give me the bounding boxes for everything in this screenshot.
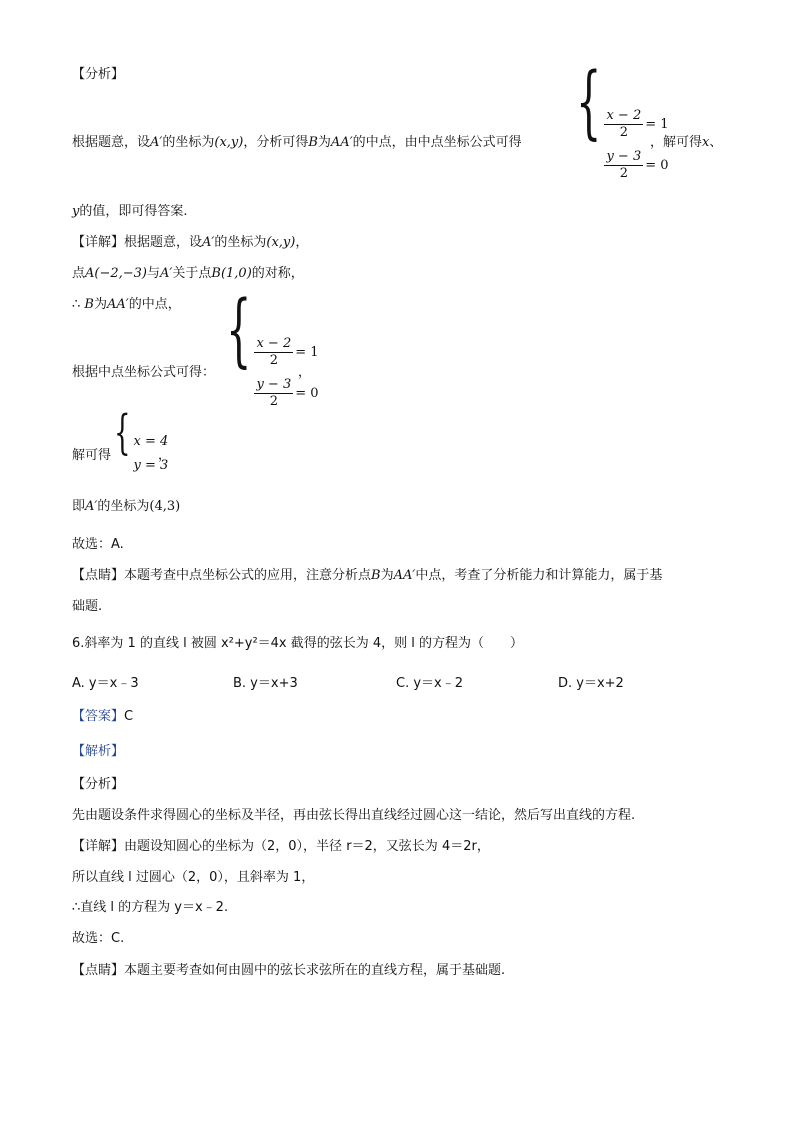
brace-icon: {	[576, 57, 602, 149]
fraction-numerator: y − 3	[256, 377, 292, 392]
var-a-prime: A′	[85, 499, 98, 514]
text: 为	[93, 297, 107, 312]
brace-icon: {	[226, 285, 252, 377]
fraction-denominator: 2	[619, 166, 628, 181]
text: 本题考查中点坐标公式的应用，注意分析点	[124, 568, 372, 583]
detail-line-5-tail: ，	[158, 448, 172, 463]
text: ，	[295, 235, 309, 250]
equation-rhs: = 0	[295, 386, 319, 401]
answer-line	[72, 708, 133, 726]
text: 为	[380, 568, 394, 583]
text: 与	[147, 266, 161, 281]
text: 中点，考查了分析能力和计算能力，属于基	[415, 568, 663, 583]
q6-choice-line: 故选：C.	[72, 931, 125, 946]
equation-rhs: = 1	[295, 345, 319, 360]
var-a-prime: A′	[202, 235, 215, 250]
text: 根据题意，设	[124, 235, 203, 250]
var-aa: AA′	[107, 297, 129, 312]
brace-icon: {	[114, 407, 131, 462]
q6-detail-line-1	[72, 838, 490, 856]
option-a: A. y＝x﹣3	[72, 676, 139, 691]
detail-line-6	[72, 498, 180, 516]
var-b: B	[371, 568, 381, 583]
text: ，分析可得	[243, 135, 309, 150]
text: 点	[72, 266, 86, 281]
q6-detail-line-3: ∴直线 l 的方程为 y＝x﹣2.	[72, 900, 229, 915]
equation-rhs: = 1	[645, 117, 669, 132]
analysis-heading: 【分析】	[72, 67, 125, 82]
point-a: A(−2,−3)	[85, 266, 148, 281]
detail-heading: 【详解】	[72, 235, 125, 250]
detail-heading: 【详解】	[72, 839, 125, 854]
var-b: B	[308, 135, 318, 150]
text: 的中点，	[128, 297, 181, 312]
text: 的坐标为	[214, 235, 267, 250]
answer-value: C	[124, 709, 134, 724]
var-a-prime: A′	[150, 135, 163, 150]
comment-heading: 【点睛】	[72, 963, 125, 978]
text: 即	[72, 499, 86, 514]
text: 的中点，由中点坐标公式可得	[352, 135, 522, 150]
answer-coordinate: (4,3)	[149, 499, 181, 514]
jiexi-heading: 【解析】	[72, 744, 125, 759]
answer-heading: 【答案】	[72, 709, 125, 724]
solution-y: y = 3	[133, 458, 169, 473]
text: 根据题意，设	[72, 135, 151, 150]
comment-heading: 【点睛】	[72, 568, 125, 583]
text: 本题主要考查如何由圆中的弦长求弦所在的直线方程，属于基础题.	[124, 963, 506, 978]
fraction-numerator: y − 3	[606, 149, 642, 164]
therefore-symbol: ∴	[72, 297, 81, 312]
analysis-line-1	[72, 134, 522, 152]
text: 关于点	[172, 266, 212, 281]
text: 的对称，	[251, 266, 304, 281]
option-b: B. y＝x+3	[233, 676, 298, 691]
var-x: x	[702, 135, 710, 150]
var-aa: AA′	[330, 135, 353, 150]
option-d: D. y＝x+2	[558, 676, 624, 691]
fraction-denominator: 2	[619, 125, 628, 140]
question-6-stem: 6.斜率为 1 的直线 l 被圆 x²+y²＝4x 截得的弦长为 4，则 l 的方程为（ ）	[72, 636, 524, 651]
q6-analysis-heading: 【分析】	[72, 777, 125, 792]
detail-line-1	[72, 234, 308, 252]
q6-analysis-text: 先由题设条件求得圆心的坐标及半径，再由弦长得出直线经过圆心这一结论，然后写出直线的方程.	[72, 808, 636, 823]
fraction-numerator: x − 2	[606, 108, 642, 123]
choice-line: 故选：A.	[72, 537, 124, 552]
equation-row	[604, 149, 668, 182]
detail-line-4	[72, 364, 215, 382]
solution-x: x = 4	[133, 434, 169, 449]
fraction-numerator: x − 2	[256, 336, 292, 351]
comment-line-2: 础题.	[72, 599, 103, 614]
q6-detail-line-2: 所以直线 l 过圆心（2，0），且斜率为 1，	[72, 870, 315, 885]
comment-line-1	[72, 567, 662, 585]
detail-line-5	[72, 447, 111, 465]
var-a-prime: A′	[160, 266, 173, 281]
text: 根据中点坐标公式可得：	[72, 365, 216, 380]
detail-line-2	[72, 265, 304, 283]
text: 、	[709, 135, 723, 150]
text: 由题设知圆心的坐标为（2，0），半径 r＝2，又弦长为 4＝2r，	[124, 839, 490, 854]
var-b: B	[84, 297, 94, 312]
var-y: y	[72, 204, 80, 219]
detail-line-4-tail: ，	[298, 365, 312, 380]
point-b: B(1,0)	[211, 266, 252, 281]
analysis-line-1-tail	[650, 134, 722, 152]
coord-xy: (x,y)	[214, 135, 244, 150]
detail-line-3	[72, 296, 181, 314]
equation-rhs: = 0	[645, 158, 669, 173]
fraction-denominator: 2	[269, 394, 278, 409]
q6-comment-line	[72, 962, 505, 980]
text: 的坐标为	[97, 499, 150, 514]
fraction-denominator: 2	[269, 353, 278, 368]
var-aa: AA′	[393, 568, 416, 583]
coord-xy: (x,y)	[266, 235, 296, 250]
text: 解可得	[72, 448, 112, 463]
analysis-line-2	[72, 203, 188, 221]
text: 为	[317, 135, 331, 150]
text: 的值，即可得答案.	[79, 204, 188, 219]
text: ，解可得	[650, 135, 703, 150]
option-c: C. y＝x﹣2	[396, 676, 463, 691]
text: 的坐标为	[162, 135, 215, 150]
